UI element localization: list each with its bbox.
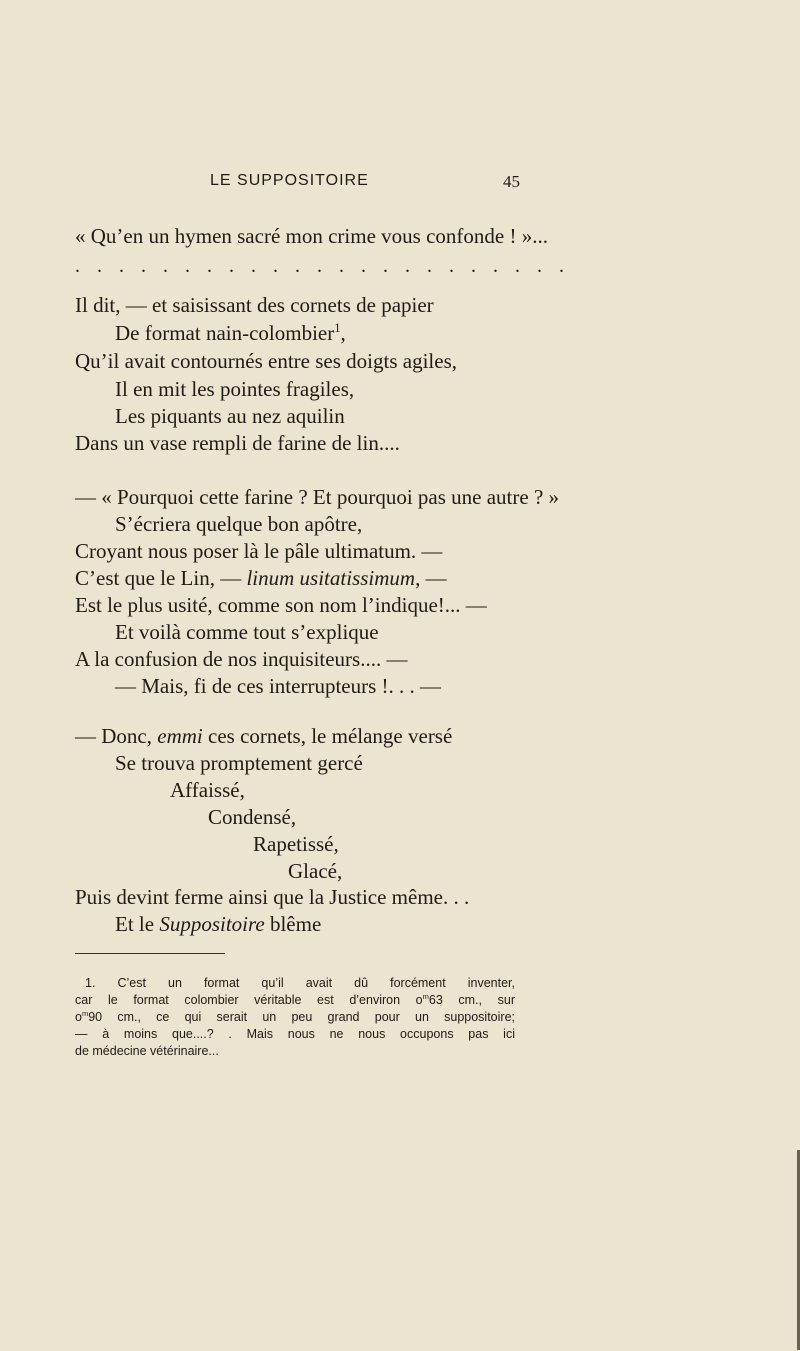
footnote-line	[75, 975, 515, 992]
ellipsis-dots: . . . . . . . . . . . . . . . . . . . . . . .	[75, 255, 570, 277]
running-header	[0, 172, 800, 196]
footnote-text: o	[75, 1010, 82, 1024]
footnote-text: 90 cm., ce qui serait un peu grand pour un suppositoire;	[88, 1010, 515, 1024]
poem-line: Et voilà comme tout s’explique	[115, 620, 379, 644]
punctuation: ,	[340, 321, 346, 345]
footnote-line	[75, 1009, 515, 1026]
poem-line: — Mais, fi de ces interrupteurs !. . . —	[115, 674, 442, 698]
chapter-title: LE SUPPOSITOIRE	[210, 172, 369, 189]
poem-line: — « Pourquoi cette farine ? Et pourquoi pas une autre ? »	[75, 485, 560, 509]
poem-line-text: De format nain-colombier	[115, 321, 335, 345]
footnote-line: — à moins que....? . Mais nous ne nous occupons pas ici	[75, 1027, 515, 1041]
poem-line	[75, 723, 452, 749]
poem-line: Il en mit les pointes fragiles,	[115, 377, 355, 401]
footnote-marker: 1	[334, 321, 341, 335]
latin-term: linum usitatissimum	[246, 566, 416, 590]
poem-line: Les piquants au nez aquilin	[115, 404, 345, 428]
poem-line: Qu’il avait contournés entre ses doigts agiles,	[75, 349, 457, 373]
poem-line-text: blême	[264, 912, 322, 936]
poem-line: Affaissé,	[170, 778, 245, 802]
italic-title-word: Suppositoire	[159, 912, 265, 936]
poem-line: S’écriera quelque bon apôtre,	[115, 512, 363, 536]
footnote-text: 63 cm., sur	[428, 993, 515, 1007]
poem-line-text: ces cornets, le mélange versé	[202, 724, 453, 748]
footnote-superscript: m	[81, 1008, 89, 1018]
poem-line-text: Et le	[115, 912, 160, 936]
footnote-text: car le format colombier véritable est d’environ o	[75, 993, 423, 1007]
poem-line: Est le plus usité, comme son nom l’indique!... —	[75, 593, 487, 617]
footnote-text: C’est un format qu’il avait dû forcément inventer,	[117, 976, 515, 990]
poem-line	[115, 320, 346, 346]
poem-line: A la confusion de nos inquisiteurs.... —	[75, 647, 408, 671]
page-number: 45	[503, 172, 520, 191]
footnote-number: 1.	[85, 976, 96, 990]
poem-line	[115, 911, 321, 937]
poem-line: Il dit, — et saisissant des cornets de papier	[75, 293, 434, 317]
poem-line: Condensé,	[208, 805, 297, 829]
poem-line-text: C’est que le Lin, —	[75, 566, 247, 590]
poem-line	[75, 565, 447, 591]
footnote-line	[75, 992, 515, 1009]
poem-line: Se trouva promptement gercé	[115, 751, 363, 775]
poem-line: Dans un vase rempli de farine de lin....	[75, 431, 400, 455]
poem-line: Puis devint ferme ainsi que la Justice même. . .	[75, 885, 470, 909]
footnote-line: de médecine vétérinaire...	[75, 1044, 219, 1058]
footnote-superscript: m	[422, 991, 429, 1001]
poem-line: Croyant nous poser là le pâle ultimatum. —	[75, 539, 443, 563]
italic-word: emmi	[157, 724, 203, 748]
poem-line-text: , —	[415, 566, 447, 590]
poem-line: Glacé,	[288, 859, 343, 883]
poem-line-text: — Donc,	[75, 724, 158, 748]
poem-line: Rapetissé,	[253, 832, 339, 856]
footnote-divider	[75, 953, 225, 954]
poem-line: « Qu’en un hymen sacré mon crime vous confonde ! »...	[75, 224, 548, 248]
